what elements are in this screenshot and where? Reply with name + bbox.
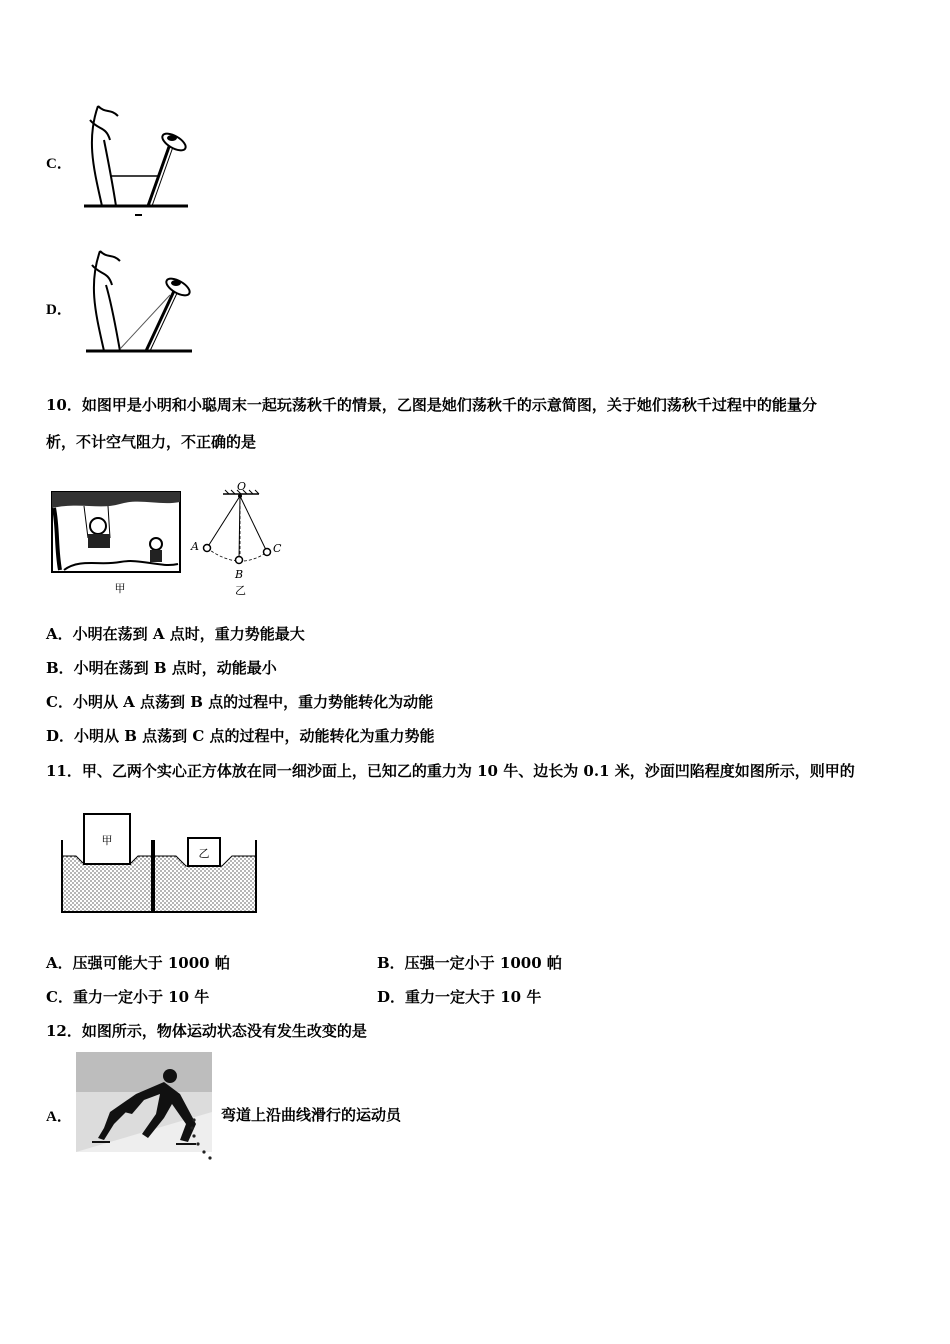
q9-option-d-figure <box>82 245 197 360</box>
q10-label-o: O <box>237 480 247 493</box>
q11-sand-figure <box>54 808 264 918</box>
q11-option-b[interactable]: B．压强一定小于 1000 帕 <box>377 954 562 972</box>
q10-label-b: B <box>235 568 244 581</box>
q12-skater-image <box>76 1052 212 1162</box>
q9-option-c-label[interactable]: C． <box>46 156 72 172</box>
q11-option-a[interactable]: A．压强可能大于 1000 帕 <box>46 954 230 972</box>
q12-option-a-label[interactable]: A． <box>46 1109 72 1125</box>
q10-option-d[interactable]: D．小明从 B 点荡到 C 点的过程中，动能转化为重力势能 <box>46 727 435 745</box>
q10-stem-line1: 10．如图甲是小明和小聪周末一起玩荡秋千的情景，乙图是她们荡秋千的示意简图，关于她们荡秋千过程中的能量分 <box>46 396 817 414</box>
q11-stem-line1: 11．甲、乙两个实心正方体放在同一细沙面上，已知乙的重力为 10 牛、边长为 0.1 米，沙面凹陷程度如图所示，则甲的 <box>46 762 855 780</box>
q10-figure-yi-caption: 乙 <box>235 584 246 597</box>
q10-label-c: C <box>273 542 282 555</box>
q10-label-a: A <box>191 540 199 553</box>
q12-stem-line1: 12．如图所示，物体运动状态没有发生改变的是 <box>46 1022 367 1040</box>
q10-option-b[interactable]: B．小明在荡到 B 点时，动能最小 <box>46 659 277 677</box>
q10-figure-yi <box>185 480 295 600</box>
q10-option-a[interactable]: A．小明在荡到 A 点时，重力势能最大 <box>46 625 305 643</box>
q10-figure-jia-caption: 甲 <box>114 582 126 595</box>
q10-option-c[interactable]: C．小明从 A 点荡到 B 点的过程中，重力势能转化为动能 <box>46 693 434 711</box>
q12-option-a-text[interactable]: 弯道上沿曲线滑行的运动员 <box>221 1106 402 1124</box>
q11-box-jia-label: 甲 <box>101 834 113 847</box>
q11-box-yi-label: 乙 <box>198 847 210 860</box>
q9-option-c-figure <box>80 100 195 220</box>
q11-option-c[interactable]: C．重力一定小于 10 牛 <box>46 988 210 1006</box>
q11-option-d[interactable]: D．重力一定大于 10 牛 <box>377 988 542 1006</box>
q10-stem-line2: 析，不计空气阻力，不正确的是 <box>46 433 257 451</box>
q9-option-d-label[interactable]: D． <box>46 302 72 318</box>
q10-figure-jia <box>50 488 185 598</box>
